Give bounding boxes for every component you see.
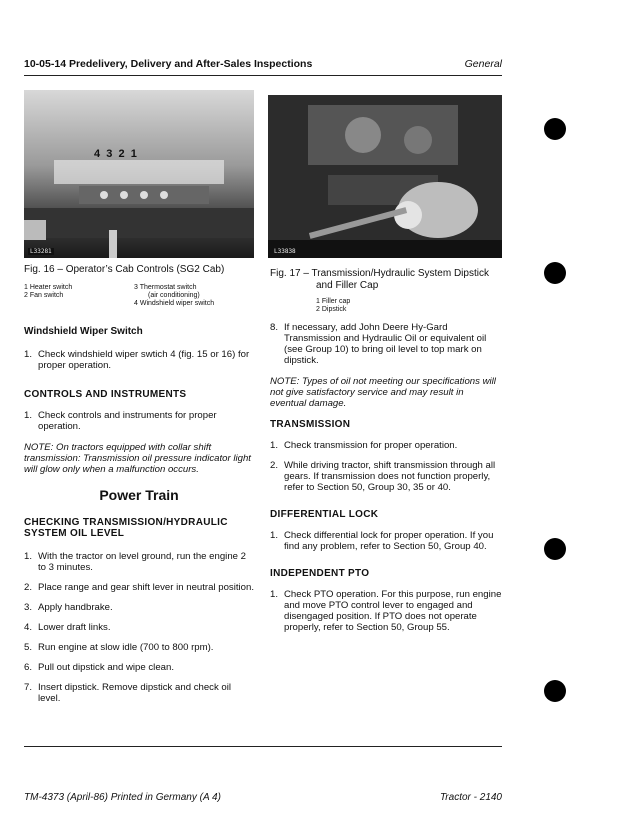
oil-step-text: Apply handbrake. <box>38 602 113 613</box>
fig16-legend-2: 2 Fan switch <box>24 292 64 299</box>
footer-model: Tractor - 2140 <box>439 792 502 803</box>
fig16-legend-4: 4 Windshield wiper switch <box>134 300 215 307</box>
fig17-caption-2: and Filler Cap <box>316 280 379 291</box>
diff-lock-step-text: Check differential lock for proper operation. If you find any problem, refer to Section 50, Group 40. <box>284 530 494 552</box>
fig16-legend-3b: (air conditioning) <box>148 292 200 299</box>
fig17-caption-1: Fig. 17 – Transmission/Hydraulic System Dipstick <box>270 268 489 279</box>
pto-step-text: Check PTO operation. For this purpose, run engine and move PTO control lever to engaged and disengaged position. If PTO does not operate properly, refer to Section 50, Group 55. <box>284 589 502 633</box>
transmission-step-text: While driving tractor, shift transmission through all gears. If transmission does not function properly, refer to Section 50, Group 30, 35 or 40. <box>284 460 496 493</box>
oil-step-7 <box>24 682 254 704</box>
wiper-step-text: Check windshield wiper swtich 4 (fig. 15 or 16) for proper operation. <box>38 349 250 371</box>
oil-step-6 <box>24 662 254 673</box>
oil-note: NOTE: Types of oil not meeting our specifications will not give satisfactory service and may result in eventual damage. <box>270 376 496 409</box>
controls-step <box>24 410 254 432</box>
fig16-photo-id: L33281 <box>30 248 52 255</box>
fig17-photo <box>268 95 502 258</box>
step-number: 7. <box>24 682 33 693</box>
power-train-heading: Power Train <box>99 487 179 503</box>
controls-heading: CONTROLS AND INSTRUMENTS <box>24 389 187 400</box>
step-number: 3. <box>24 602 33 613</box>
oil-step-text: Run engine at slow idle (700 to 800 rpm). <box>38 642 214 653</box>
dipstick-image <box>268 95 502 258</box>
step-number: 1. <box>270 530 279 541</box>
right-column <box>270 322 502 633</box>
footer-doc-id: TM-4373 (April-86) Printed in Germany (A 4) <box>24 792 221 803</box>
oil-level-heading-2: SYSTEM OIL LEVEL <box>24 528 125 539</box>
wiper-heading: Windshield Wiper Switch <box>24 326 143 337</box>
controls-note: NOTE: On tractors equipped with collar shift transmission: Transmission oil pressure indicator light will glow only when a malfunction occurs. <box>24 442 251 475</box>
oil-step-4 <box>24 622 254 633</box>
step-number: 4. <box>24 622 33 633</box>
binder-hole-3 <box>544 538 566 560</box>
cab-controls-image <box>24 90 254 258</box>
fig16-callouts: 4 3 2 1 <box>94 148 137 160</box>
controls-step-text: Check controls and instruments for proper operation. <box>38 410 217 432</box>
fig17-legend-1: 1 Filler cap <box>316 298 351 305</box>
diff-lock-step <box>270 530 502 552</box>
step-number: 1. <box>270 440 279 451</box>
transmission-step-2 <box>270 460 502 493</box>
step-number: 1. <box>270 589 279 600</box>
step-number: 1. <box>24 349 33 360</box>
oil-step-3 <box>24 602 254 613</box>
header-rule <box>24 75 502 76</box>
step-number: 8. <box>270 322 279 333</box>
oil-step-1 <box>24 551 254 573</box>
transmission-step-text: Check transmission for proper operation. <box>284 440 458 451</box>
fig16-caption: Fig. 16 – Operator’s Cab Controls (SG2 Cab) <box>24 264 225 275</box>
diff-lock-heading: DIFFERENTIAL LOCK <box>270 509 379 520</box>
oil-level-heading-1: CHECKING TRANSMISSION/HYDRAULIC <box>24 517 228 528</box>
oil-step-text: Lower draft links. <box>38 622 111 633</box>
fig16-legend-3: 3 Thermostat switch <box>134 284 197 291</box>
oil-step-8 <box>270 322 502 366</box>
oil-step-text: Pull out dipstick and wipe clean. <box>38 662 174 673</box>
binder-hole-1 <box>544 118 566 140</box>
step-number: 1. <box>24 551 33 562</box>
footer-rule <box>24 746 502 747</box>
step-number: 1. <box>24 410 33 421</box>
step-number: 2. <box>24 582 33 593</box>
step-number: 5. <box>24 642 33 653</box>
fig16-legend-1: 1 Heater switch <box>24 284 73 291</box>
transmission-step-1 <box>270 440 502 451</box>
oil-step-text: Insert dipstick. Remove dipstick and check oil level. <box>38 682 232 704</box>
transmission-heading: TRANSMISSION <box>270 419 351 430</box>
pto-step <box>270 589 502 633</box>
binder-hole-4 <box>544 680 566 702</box>
step-number: 2. <box>270 460 279 471</box>
binder-hole-2 <box>544 262 566 284</box>
oil-step-2 <box>24 582 254 593</box>
oil-step-5 <box>24 642 254 653</box>
wiper-step <box>24 349 254 371</box>
oil-step-8-text: If necessary, add John Deere Hy-Gard Transmission and Hydraulic Oil or equivalent oil (see Group 10) to bring oil level to top mark on dipstick. <box>284 322 487 366</box>
header-section: General <box>464 58 502 70</box>
fig16-photo <box>24 90 254 258</box>
fig17-photo-id: L33838 <box>274 248 296 255</box>
step-number: 6. <box>24 662 33 673</box>
header-title: 10-05-14 Predelivery, Delivery and After-Sales Inspections <box>24 58 313 70</box>
oil-step-text: With the tractor on level ground, run the engine 2 to 3 minutes. <box>38 551 246 573</box>
fig17-legend-2: 2 Dipstick <box>316 306 347 313</box>
oil-step-text: Place range and gear shift lever in neutral position. <box>38 582 254 593</box>
pto-heading: INDEPENDENT PTO <box>270 568 370 579</box>
left-column <box>24 326 254 704</box>
